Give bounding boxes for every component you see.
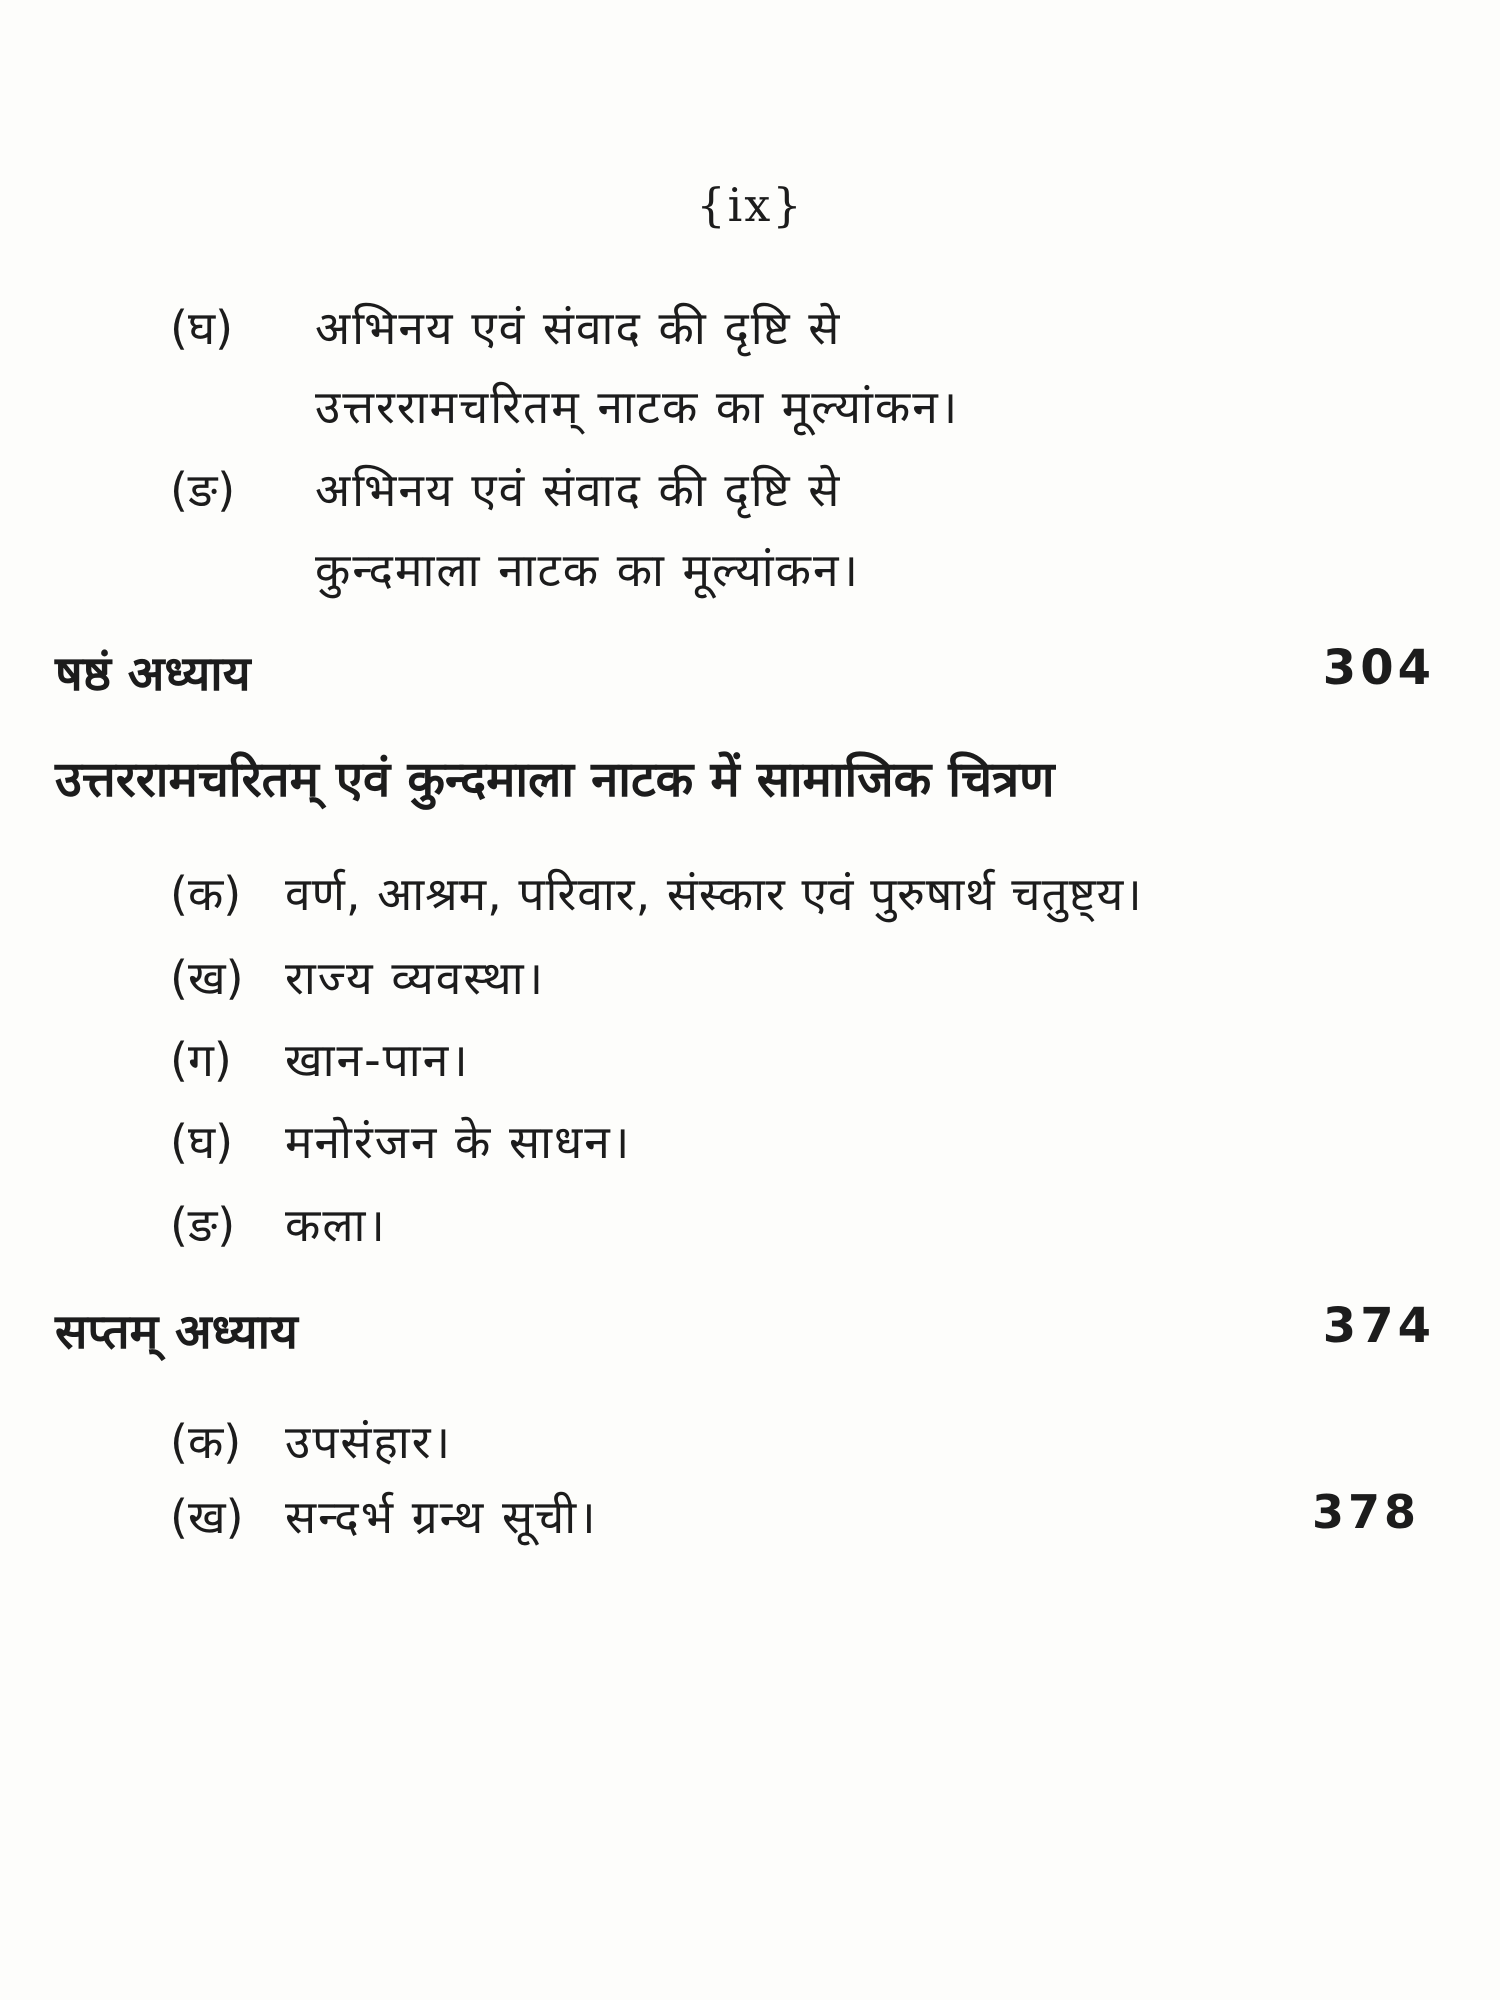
- page-number: {ix}: [696, 178, 804, 232]
- item-text: कला।: [285, 1198, 387, 1252]
- chapter6-page: 304: [1322, 640, 1435, 696]
- item-text: राज्य व्यवस्था।: [285, 951, 546, 1005]
- item-marker: (ङ): [170, 1198, 236, 1252]
- chapter6-title: षष्ठं अध्याय: [55, 646, 251, 702]
- item-marker: (ग): [170, 1033, 232, 1087]
- chapter7-page: 374: [1322, 1298, 1435, 1354]
- item-text-line: अभिनय एवं संवाद की दृष्टि से: [315, 463, 842, 517]
- item-marker: (ख): [170, 1490, 244, 1544]
- bibliography-page: 378: [1311, 1485, 1420, 1539]
- item-text: मनोरंजन के साधन।: [285, 1115, 632, 1169]
- item-marker: (ङ): [170, 463, 236, 517]
- item-text: खान-पान।: [285, 1033, 470, 1087]
- item-marker: (क): [170, 1415, 242, 1469]
- chapter7-title: सप्तम् अध्याय: [55, 1304, 298, 1360]
- chapter6-heading: उत्तररामचरितम् एवं कुन्दमाला नाटक में सामाजिक चित्रण: [55, 751, 1055, 808]
- item-text: वर्ण, आश्रम, परिवार, संस्कार एवं पुरुषार्थ चतुष्ट्य।: [285, 867, 1143, 921]
- item-text: सन्दर्भ ग्रन्थ सूची।: [285, 1490, 598, 1544]
- item-marker: (घ): [170, 301, 234, 355]
- item-text: उपसंहार।: [285, 1415, 453, 1469]
- item-text-line: कुन्दमाला नाटक का मूल्यांकन।: [315, 543, 860, 597]
- item-text-line: अभिनय एवं संवाद की दृष्टि से: [315, 301, 842, 355]
- item-marker: (क): [170, 867, 242, 921]
- chapter6-header: [55, 640, 1435, 705]
- item-marker: (घ): [170, 1115, 234, 1169]
- item-marker: (ख): [170, 951, 244, 1005]
- chapter7-header: [55, 1298, 1435, 1363]
- item-text-line: उत्तररामचरितम् नाटक का मूल्यांकन।: [315, 380, 960, 434]
